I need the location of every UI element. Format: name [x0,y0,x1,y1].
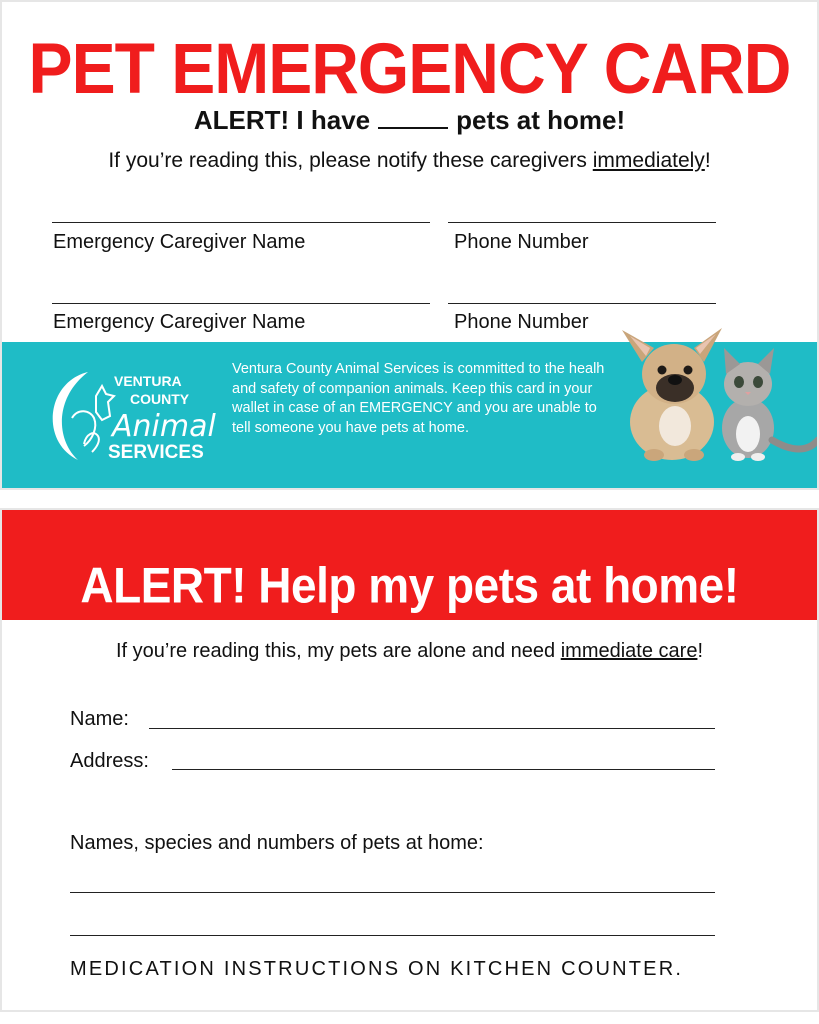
caregiver-2-name-line[interactable] [52,303,430,304]
name-label: Name: [70,708,129,730]
caregiver-2-name-label: Emergency Caregiver Name [53,311,306,333]
address-label: Address: [70,750,149,772]
caregiver-1-name-label: Emergency Caregiver Name [53,231,306,253]
caregiver-1-phone-line[interactable] [448,222,716,223]
caregiver-2-phone-label: Phone Number [454,311,589,333]
care-emphasis: immediate care [560,640,698,662]
notify-suffix: ! [704,149,711,172]
pet-emergency-card-back [0,508,819,1012]
notify-prefix: If you’re reading this, please notify these caregivers [108,149,587,172]
logo-line-2: COUNTY [130,391,190,407]
alert-banner-title: ALERT! Help my pets at home! [80,556,739,614]
alert-prefix: ALERT! I have [193,105,371,135]
logo-line-3: Animal [112,409,216,444]
care-instruction [2,640,817,663]
care-suffix: ! [697,640,703,662]
care-prefix: If you’re reading this, my pets are alone and need [115,640,556,662]
pets-info-line-2[interactable] [70,935,715,936]
caregiver-1-phone-label: Phone Number [454,231,589,253]
notify-instruction [2,149,817,173]
pet-count-blank[interactable] [378,107,448,129]
puppy-and-kitten-photo [612,322,819,462]
alert-suffix: pets at home! [456,105,626,135]
pets-info-label: Names, species and numbers of pets at home: [70,832,484,854]
notify-emphasis: immediately [592,149,705,172]
ventura-county-animal-services-logo [38,360,218,470]
card-title: PET EMERGENCY CARD [28,28,791,108]
pet-emergency-card-front [0,0,819,490]
address-line[interactable] [172,769,715,770]
logo-line-1: VENTURA [114,373,182,389]
logo-line-4: SERVICES [108,442,204,463]
name-line[interactable] [149,728,715,729]
caregiver-1-name-line[interactable] [52,222,430,223]
medication-note: MEDICATION INSTRUCTIONS ON KITCHEN COUNTER. [70,958,684,980]
caregiver-2-phone-line[interactable] [448,303,716,304]
pets-info-line-1[interactable] [70,892,715,893]
alert-line [2,105,817,136]
mission-statement: Ventura County Animal Services is committed to the healh and safety of companion animals. Keep this card in your wallet in case of an EMERGENCY and you are unable to tell someone you have pets at home. [232,361,605,436]
alert-banner [2,510,817,620]
